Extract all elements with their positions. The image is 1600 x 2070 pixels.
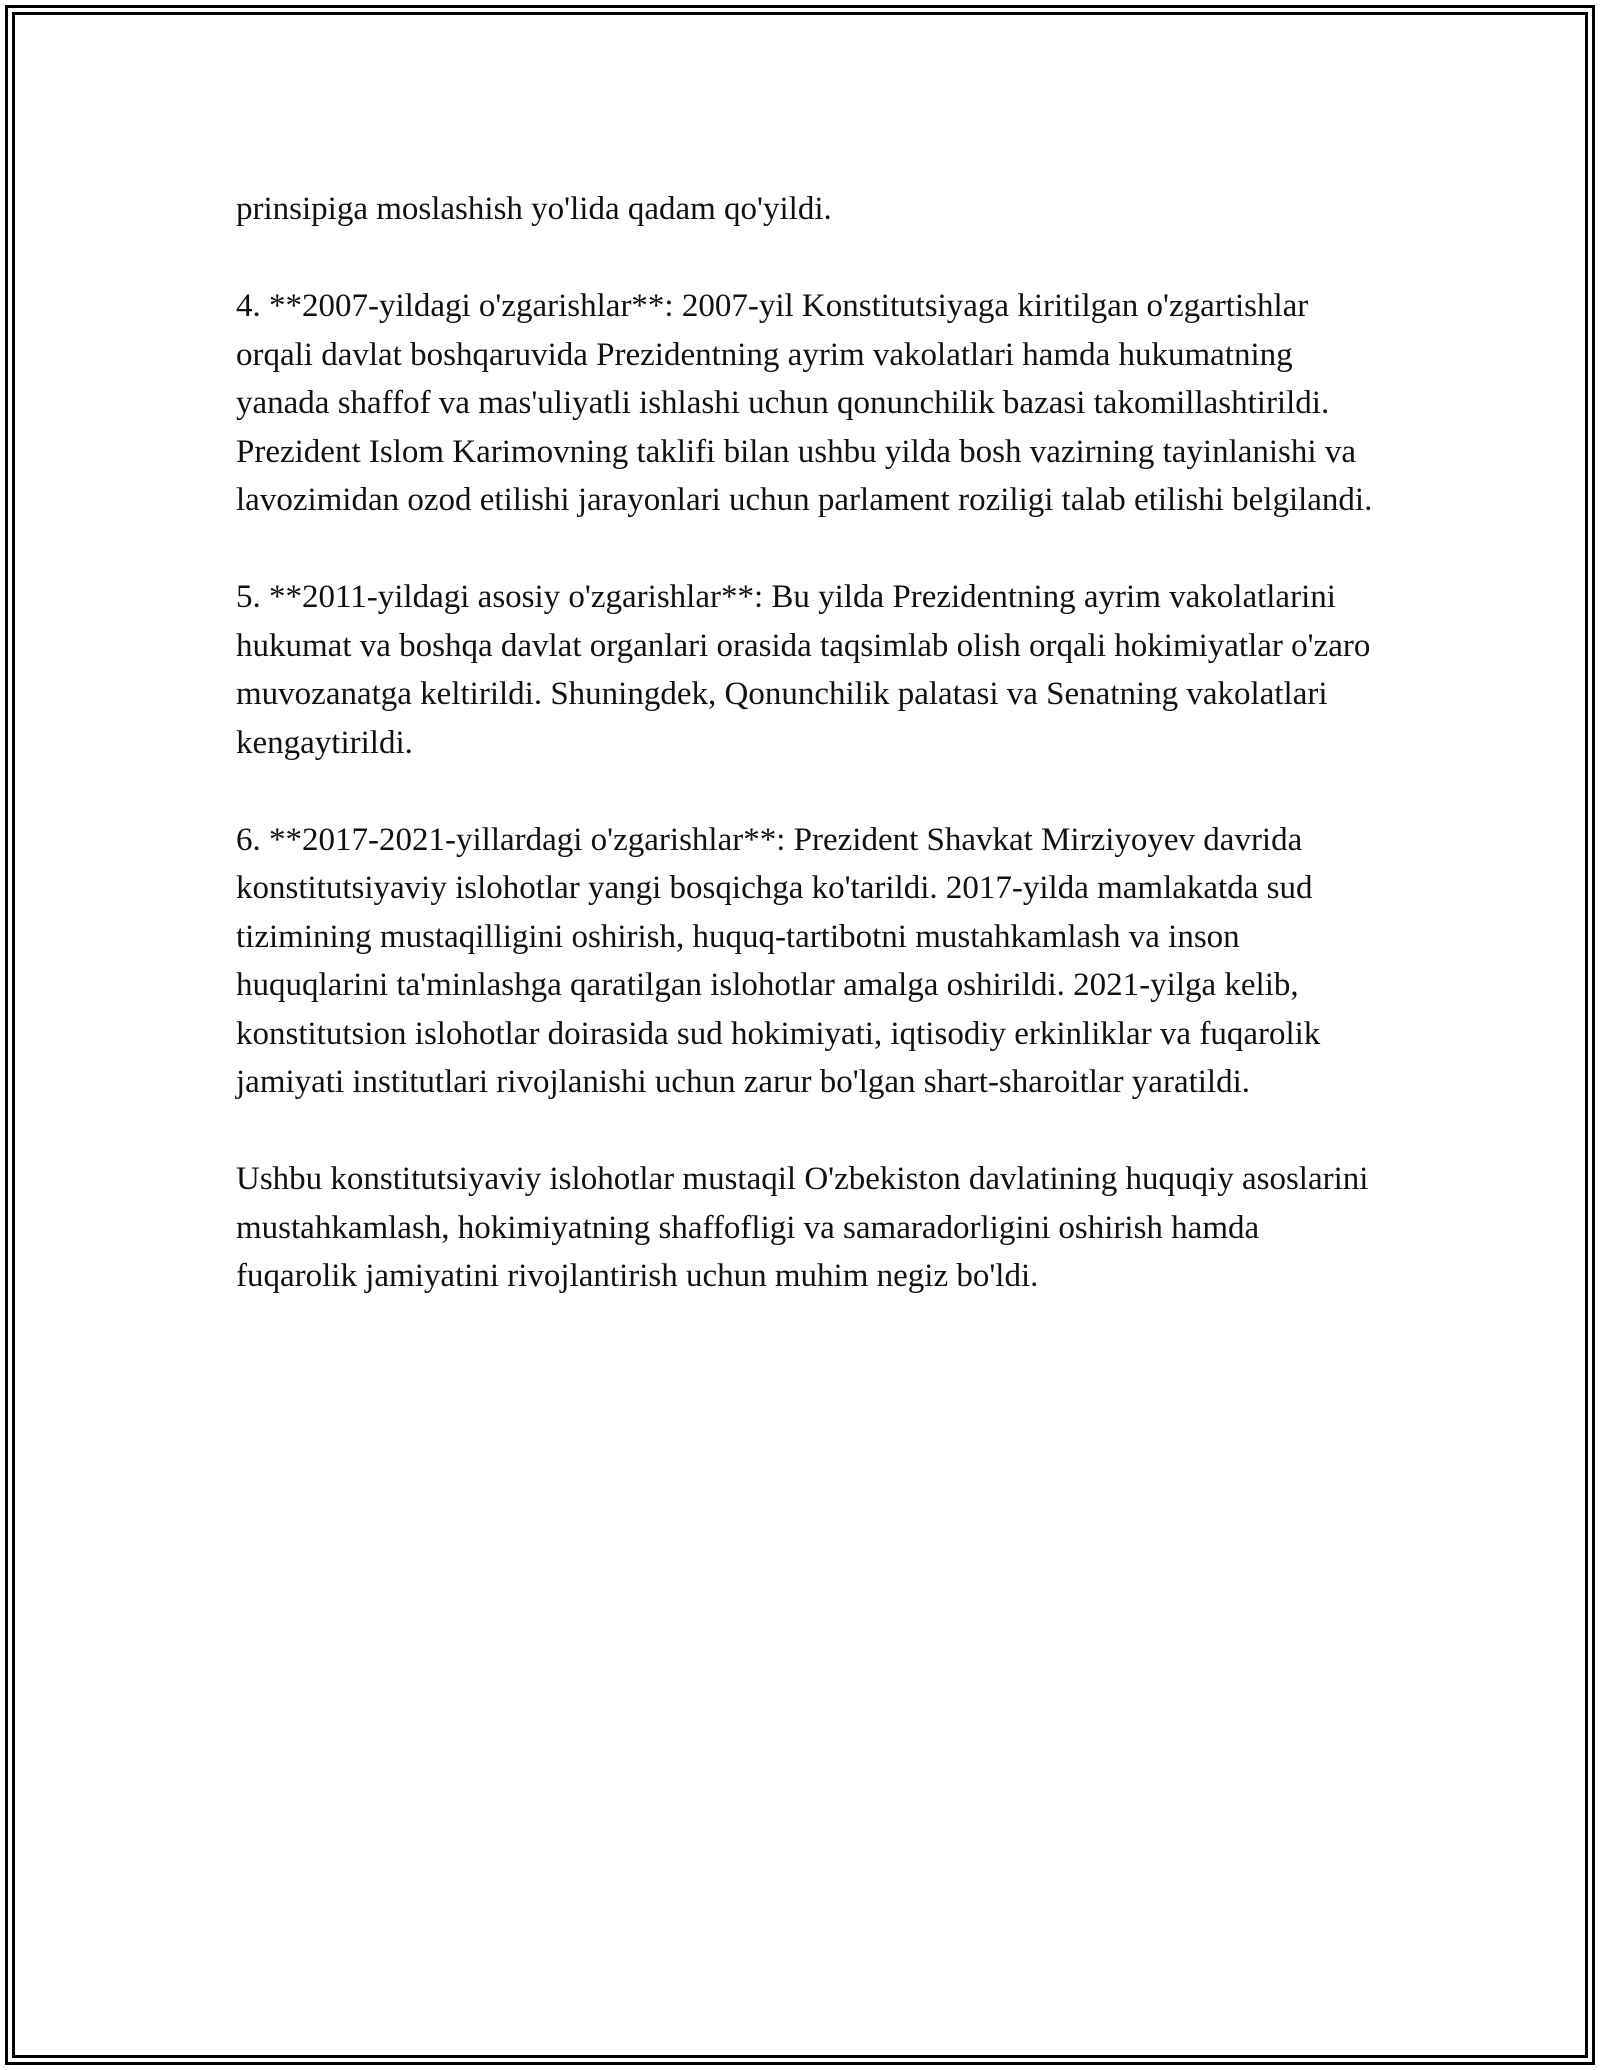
paragraph-item-5: 5. **2011-yildagi asosiy o'zgarishlar**: Bu yilda Prezidentning ayrim vakolatlarini hukumat va boshqa davlat organlari orasida taqsimlab olish orqali hokimiyatlar o'zaro muvozanatga keltirildi. Shuningdek, Qonunchilik palatasi va Senatning vakolatlari kengaytirildi. <box>236 579 1371 761</box>
paragraph-item-4: 4. **2007-yildagi o'zgarishlar**: 2007-yil Konstitutsiyaga kiritilgan o'zgartishlar orqali davlat boshqaruvida Prezidentning ayrim vakolatlari hamda hukumatning yanada shaffof va mas'uliyatli ishlashi uchun qonunchilik bazasi takomillashtirildi. Prezident Islom Karimovning taklifi bilan ushbu yilda bosh vazirning tayinlanishi va lavozimidan ozod etilishi jarayonlari uchun parlament roziligi talab etilishi belgilandi. <box>236 288 1373 518</box>
paragraph-item-6: 6. **2017-2021-yillardagi o'zgarishlar**: Prezident Shavkat Mirziyoyev davrida konstitutsiyaviy islohotlar yangi bosqichga ko'tarildi. 2017-yilda mamlakatda sud tizimining mustaqilligini oshirish, huquq-tartibotni mustahkamlash va inson huquqlarini ta'minlashga qaratilgan islohotlar amalga oshirildi. 2021-yilga kelib, konstitutsion islohotlar doirasida sud hokimiyati, iqtisodiy erkinliklar va fuqarolik jamiyati institutlari rivojlanishi uchun zarur bo'lgan shart-sharoitlar yaratildi. <box>236 821 1321 1100</box>
paragraph-continuation: prinsipiga moslashish yo'lida qadam qo'yildi. <box>236 191 832 227</box>
paragraph-conclusion: Ushbu konstitutsiyaviy islohotlar mustaqil O'zbekiston davlatining huquqiy asoslarini mustahkamlash, hokimiyatning shaffofligi va samaradorligini oshirish hamda fuqarolik jamiyatini rivojlantirish uchun muhim negiz bo'ldi. <box>236 1161 1369 1294</box>
document-body <box>236 185 1376 1301</box>
